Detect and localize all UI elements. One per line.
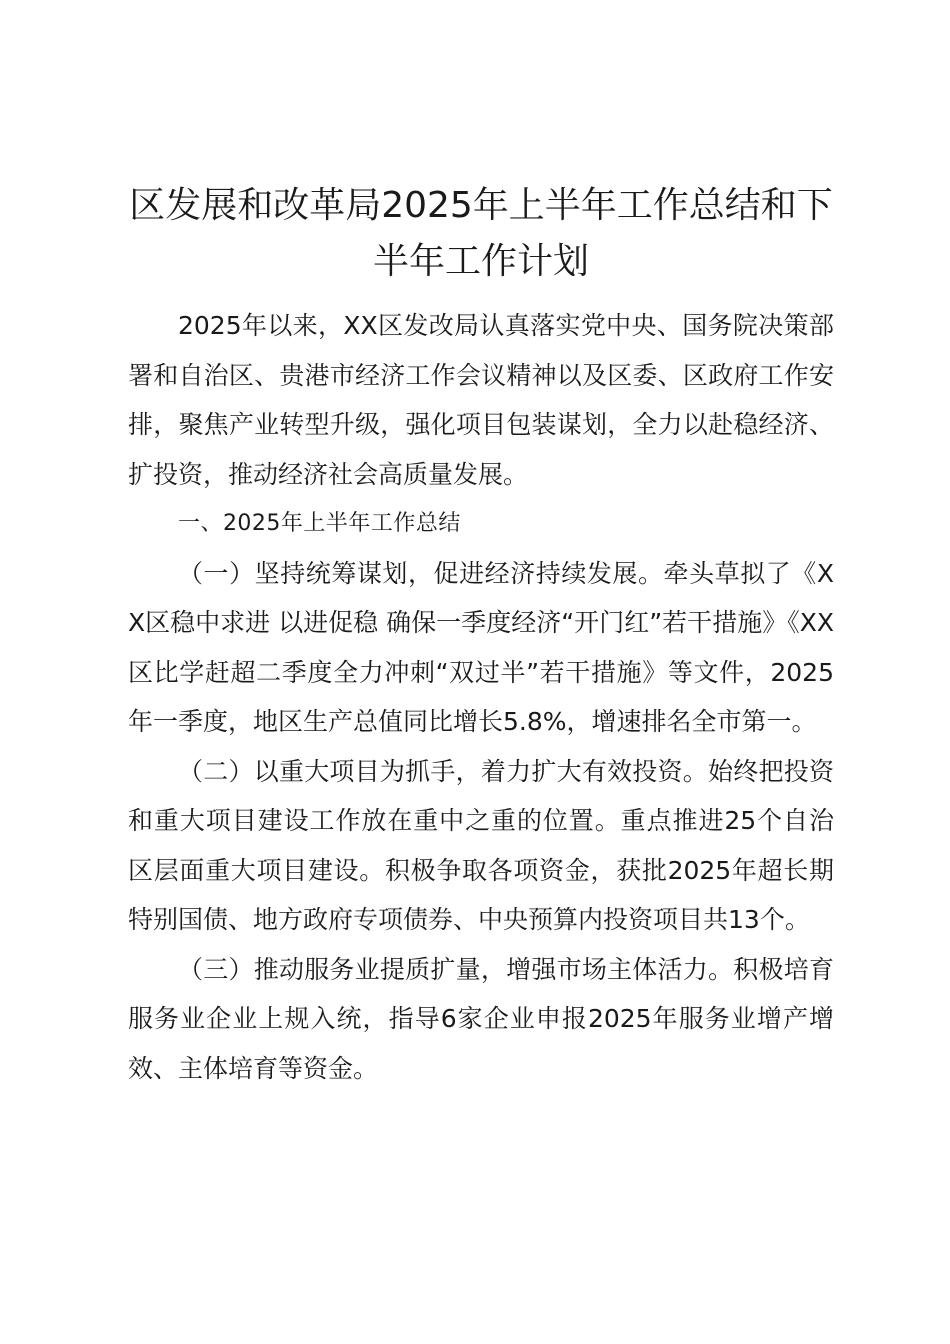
document-page [128, 0, 834, 1093]
document-title: 区发展和改革局2025年上半年工作总结和下半年工作计划 [129, 185, 833, 282]
paragraph-item-2: （二）以重大项目为抓手，着力扩大有效投资。始终把投资和重大项目建设工作放在重中之重的位置。重点推进25个自治区层面重大项目建设。积极争取各项资金，获批2025年超长期特别国债、地方政府专项债券、中央预算内投资项目共13个。 [128, 756, 834, 934]
paragraph-item-1: （一）坚持统筹谋划，促进经济持续发展。牵头草拟了《XX区稳中求进 以进促稳 确保一季度经济“开门红”若干措施》《XX区比学赶超二季度全力冲刺“双过半”若干措施》等文件，2025年一季度，地区生产总值同比增长5.8%，增速排名全市第一。 [128, 558, 834, 736]
paragraph-item-3: （三）推动服务业提质扩量，增强市场主体活力。积极培育服务业企业上规入统，指导6家企业申报2025年服务业增产增效、主体培育等资金。 [128, 954, 834, 1083]
document-body [128, 301, 834, 1093]
section-heading: 一、2025年上半年工作总结 [177, 511, 461, 536]
intro-paragraph: 2025年以来，XX区发改局认真落实党中央、国务院决策部署和自治区、贵港市经济工作会议精神以及区委、区政府工作安排，聚焦产业转型升级，强化项目包装谋划，全力以赴稳经济、扩投资，推动经济社会高质量发展。 [128, 311, 834, 489]
